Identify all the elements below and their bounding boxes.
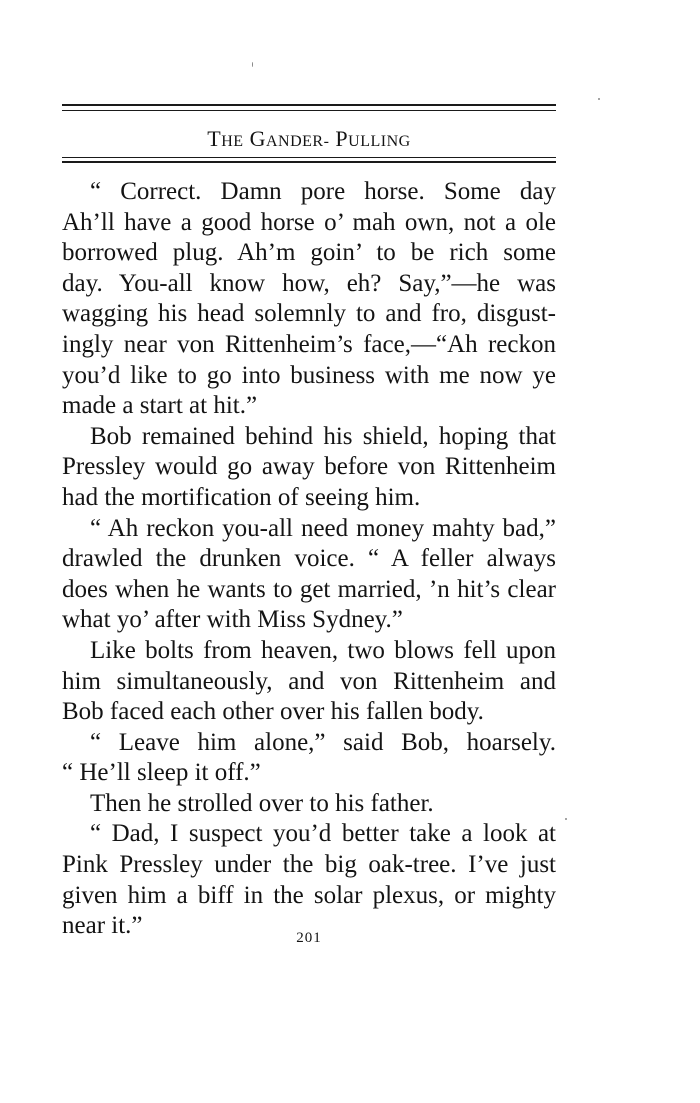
header-rule-top-inner [62, 110, 556, 111]
header-word-rest: HE [221, 133, 244, 150]
header-word-initial: P [335, 126, 349, 151]
header-rule-top [62, 104, 556, 106]
header-word [207, 126, 243, 151]
text-line: Like bolts from heaven, two blows fell upon [90, 636, 556, 664]
text-line: “ Ah reckon you-all need money mahty bad,” [90, 514, 556, 542]
header-word-initial: G [249, 126, 266, 151]
print-speck [565, 818, 567, 820]
body-text [62, 177, 556, 942]
print-speck [598, 98, 600, 100]
text-line: does when he wants to get married, ’n hit’s clear [62, 575, 556, 603]
text-line: Then he strolled over to his father. [90, 789, 434, 817]
header-rule-bottom [62, 161, 556, 163]
header-word-initial: T [207, 126, 222, 151]
header-word [335, 126, 410, 151]
text-line: Bob remained behind his shield, hoping that [90, 422, 556, 450]
header-rule-bottom-inner [62, 157, 556, 158]
text-line: made a start at hit.” [62, 392, 258, 420]
text-line: you’d like to go into business with me now ye [62, 361, 556, 389]
text-line: day. You-all know how, eh? Say,”—he was [62, 269, 556, 297]
text-line: Ah’ll have a good horse o’ mah own, not a ole [62, 208, 556, 236]
text-line: given him a biff in the solar plexus, or mighty [62, 881, 556, 909]
text-line: him simultaneously, and von Rittenheim and [62, 667, 556, 695]
text-line: Pressley would go away before von Rittenheim [62, 453, 556, 481]
text-line: “ He’ll sleep it off.” [62, 759, 261, 787]
page-number: 201 [296, 930, 322, 946]
text-line: ingly near von Rittenheim’s face,—“Ah reckon [62, 330, 556, 358]
text-line: drawled the drunken voice. “ A feller always [62, 545, 556, 573]
header-word-rest: ULLING [348, 133, 411, 150]
text-line: borrowed plug. Ah’m goin’ to be rich some [62, 239, 556, 267]
text-line: wagging his head solemnly to and fro, disgust- [62, 300, 556, 328]
text-line: Pink Pressley under the big oak-tree. I’ve just [62, 851, 556, 879]
text-line: “ Correct. Damn pore horse. Some day [90, 178, 556, 205]
header-word-rest: ANDER- [265, 133, 330, 150]
text-line: near it.” [62, 912, 143, 940]
header-word [250, 126, 330, 151]
running-header [62, 124, 556, 157]
text-line: Bob faced each other over his fallen body. [62, 698, 484, 726]
text-line: what yo’ after with Miss Sydney.” [62, 606, 403, 634]
text-line: “ Leave him alone,” said Bob, hoarsely. [90, 728, 556, 756]
text-line: had the mortification of seeing him. [62, 483, 421, 511]
print-speck [252, 62, 253, 67]
text-line: “ Dad, I suspect you’d better take a look at [90, 820, 556, 848]
